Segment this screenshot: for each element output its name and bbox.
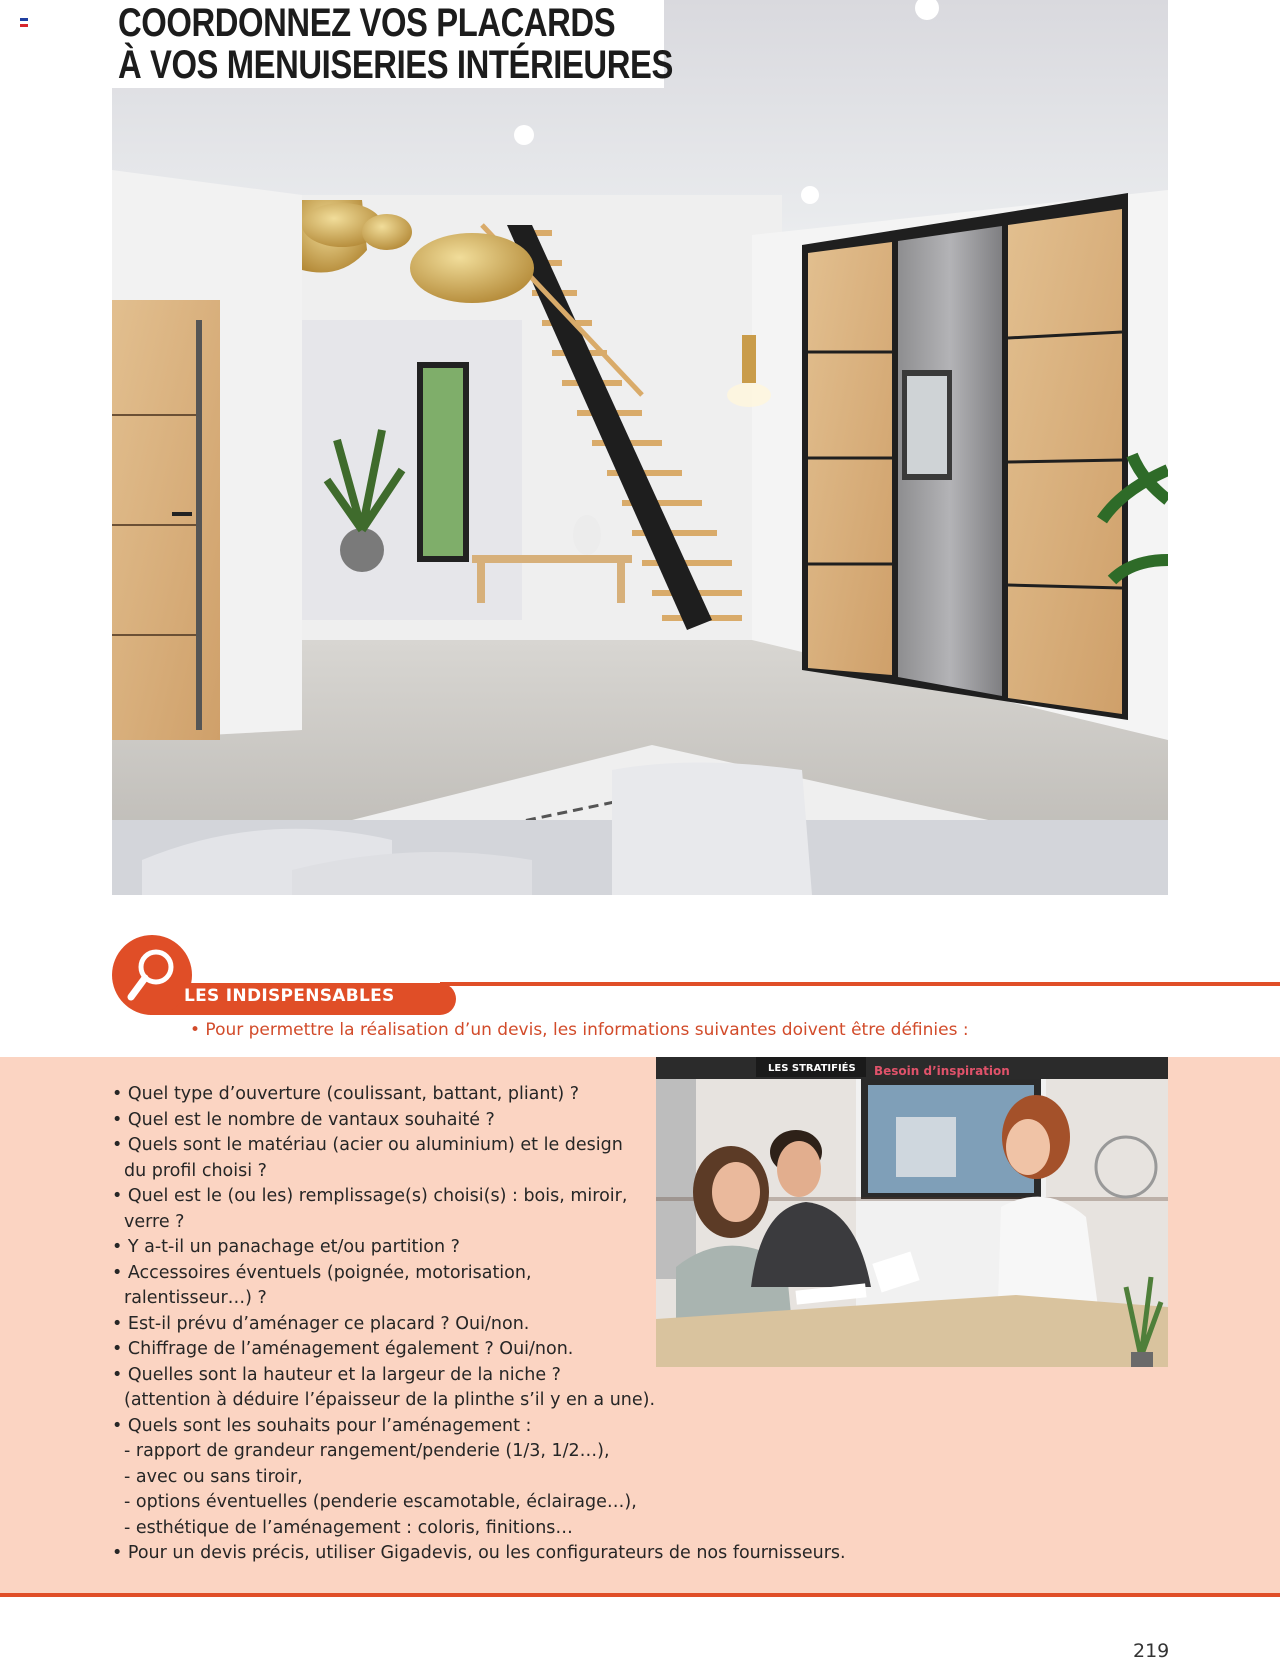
hero-interior-image [112, 0, 1168, 895]
showroom-sign: LES STRATIFIÉS [768, 1063, 856, 1074]
list-item: • Quel est le (ou les) remplissage(s) choisi(s) : bois, miroir, [112, 1186, 628, 1206]
list-item: • Est-il prévu d’aménager ce placard ? Oui/non. [112, 1313, 530, 1334]
list-item: • Quel type d’ouverture (coulissant, battant, pliant) ? [112, 1084, 580, 1104]
panel-bottom-rule [0, 1593, 1280, 1597]
list-item: • Y a-t-il un panachage et/ou partition ? [112, 1237, 460, 1257]
page-title-line-1: COORDONNEZ VOS PLACARDS [118, 1, 616, 45]
page-title-line-2: À VOS MENUISERIES INTÉRIEURES [118, 43, 673, 87]
list-item-continuation: (attention à déduire l’épaisseur de la plinthe s’il y en a une). [124, 1390, 656, 1410]
list-item-continuation: du profil choisi ? [124, 1160, 267, 1181]
list-subitem: - avec ou sans tiroir, [124, 1466, 303, 1487]
page-title [112, 0, 673, 88]
inspiration-sign: Besoin d’inspiration [874, 1064, 1010, 1078]
flag-icon [20, 18, 28, 27]
section-badge [112, 935, 192, 1015]
list-subitem: - rapport de grandeur rangement/penderie (1/3, 1/2…), [124, 1441, 610, 1461]
list-item: • Quel est le nombre de vantaux souhaité ? [112, 1109, 495, 1130]
page-number: 219 [1133, 1640, 1170, 1662]
list-item: • Accessoires éventuels (poignée, motorisation, [112, 1262, 532, 1283]
section-intro: • Pour permettre la réalisation d’un devis, les informations suivantes doivent être définies : [190, 1020, 969, 1040]
list-item: • Quels sont le matériau (acier ou aluminium) et le design [112, 1135, 623, 1155]
section-label: LES INDISPENSABLES [184, 986, 395, 1006]
list-subitem: - options éventuelles (penderie escamotable, éclairage…), [124, 1492, 637, 1512]
requirements-list [112, 1082, 862, 1567]
section-divider [440, 982, 1280, 986]
list-item: • Chiffrage de l’aménagement également ? Oui/non. [112, 1339, 574, 1359]
list-item-continuation: ralentisseur…) ? [124, 1288, 267, 1308]
list-item-continuation: verre ? [124, 1211, 185, 1232]
list-item: • Pour un devis précis, utiliser Gigadevis, ou les configurateurs de nos fournisseurs. [112, 1543, 846, 1563]
list-item: • Quelles sont la hauteur et la largeur de la niche ? [112, 1364, 561, 1385]
list-item: • Quels sont les souhaits pour l’aménagement : [112, 1415, 532, 1436]
list-subitem: - esthétique de l’aménagement : coloris, finitions… [124, 1517, 573, 1538]
magnifier-icon [126, 947, 178, 1003]
